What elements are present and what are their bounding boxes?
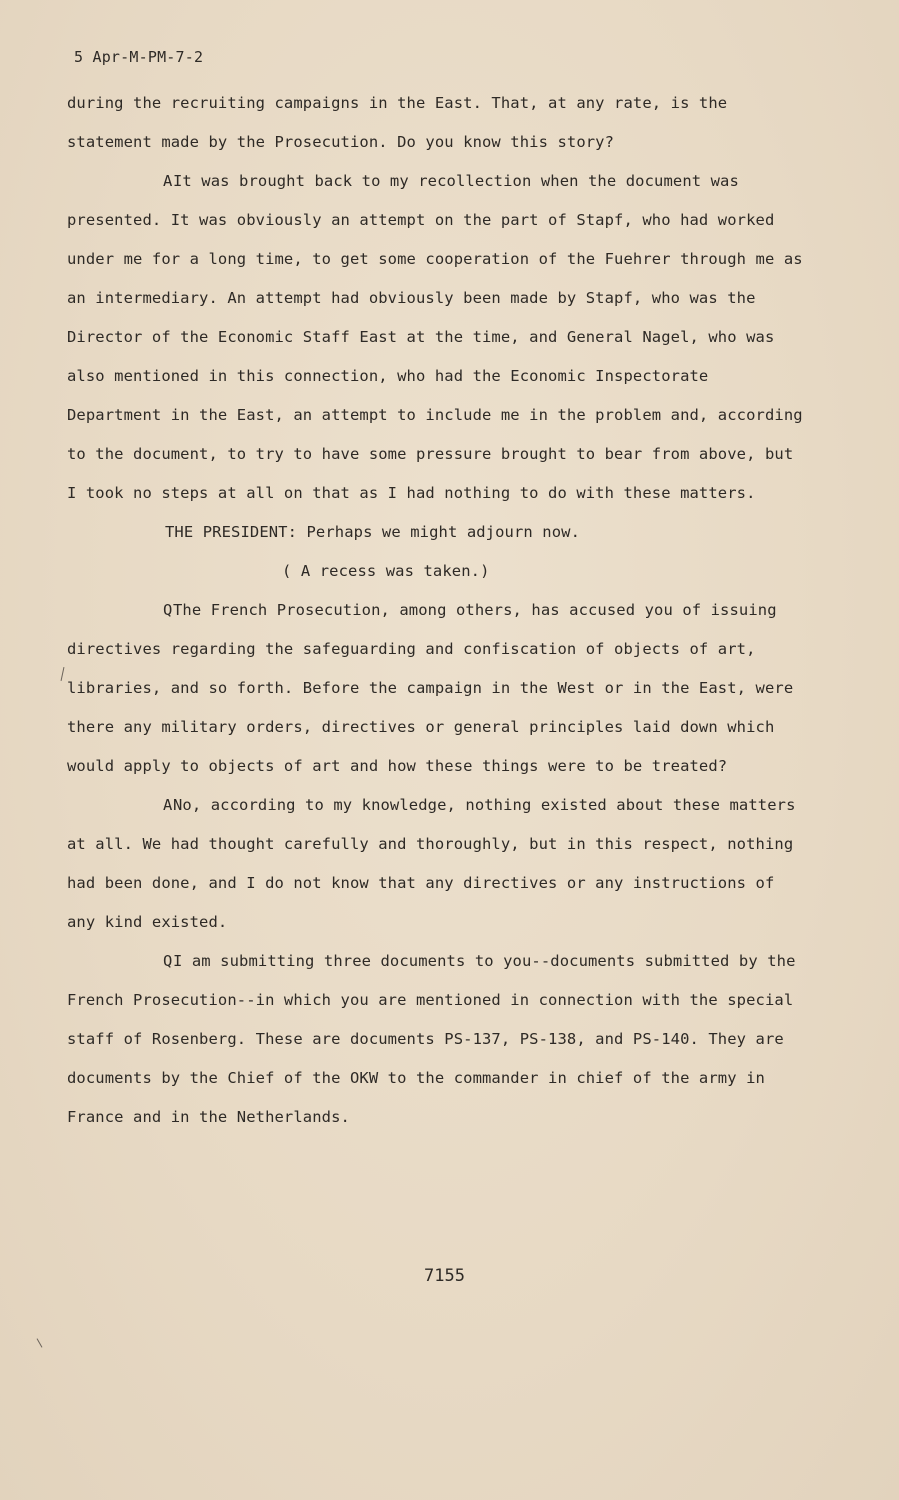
transcript-body [67,84,812,1137]
question-text: The French Prosecution, among others, has accused you of issuing directives regarding the safeguarding and confiscation of objects of art, libraries, and so forth. Before the campaign in the West or in the East, were there any military orders, directives or general principles laid down which would apply to objects of art and how these things were to be treated? [67,601,794,775]
paragraph-continuation: during the recruiting campaigns in the East. That, at any rate, is the statement made by the Prosecution. Do you know this story? [67,94,728,151]
answer-text: It was brought back to my recollection when the document was presented. It was obviously an attempt on the part of Stapf, who had worked under me for a long time, to get some cooperation of the Fuehrer through me as an intermediary. An attempt had obviously been made by Stapf, who was the Director of the Economic Staff East at the time, and General Nagel, who was also mentioned in this connection, who had the Economic Inspectorate Department in the East, an attempt to include me in the problem and, according to the document, to try to have some pressure brought to bear from above, but I took no steps at all on that as I had nothing to do with these matters. [67,172,803,502]
margin-tick-mark [37,1338,43,1347]
recess-note: ( A recess was taken.) [282,562,490,580]
question-paragraph [67,591,812,786]
answer-mark: A [163,172,173,190]
answer-paragraph [67,162,812,513]
margin-tick-mark [61,667,65,681]
answer-mark: A [163,796,173,814]
document-header: 5 Apr-M-PM-7-2 [74,48,204,66]
question-mark: Q [163,952,173,970]
question-text: I am submitting three documents to you--documents submitted by the French Prosecution--in which you are mentioned in connection with the special staff of Rosenberg. These are documents PS-137, PS-138, and PS-140. They are documents by the Chief of the OKW to the commander in chief of the army in France and in the Netherlands. [67,952,796,1126]
answer-paragraph [67,786,812,942]
page-number: 7155 [424,1266,465,1286]
question-mark: Q [163,601,173,619]
question-paragraph [67,942,812,1137]
answer-text: No, according to my knowledge, nothing existed about these matters at all. We had thought carefully and thoroughly, but in this respect, nothing had been done, and I do not know that any directives or any instructions of any kind existed. [67,796,796,931]
president-remark: THE PRESIDENT: Perhaps we might adjourn now. [165,523,580,541]
